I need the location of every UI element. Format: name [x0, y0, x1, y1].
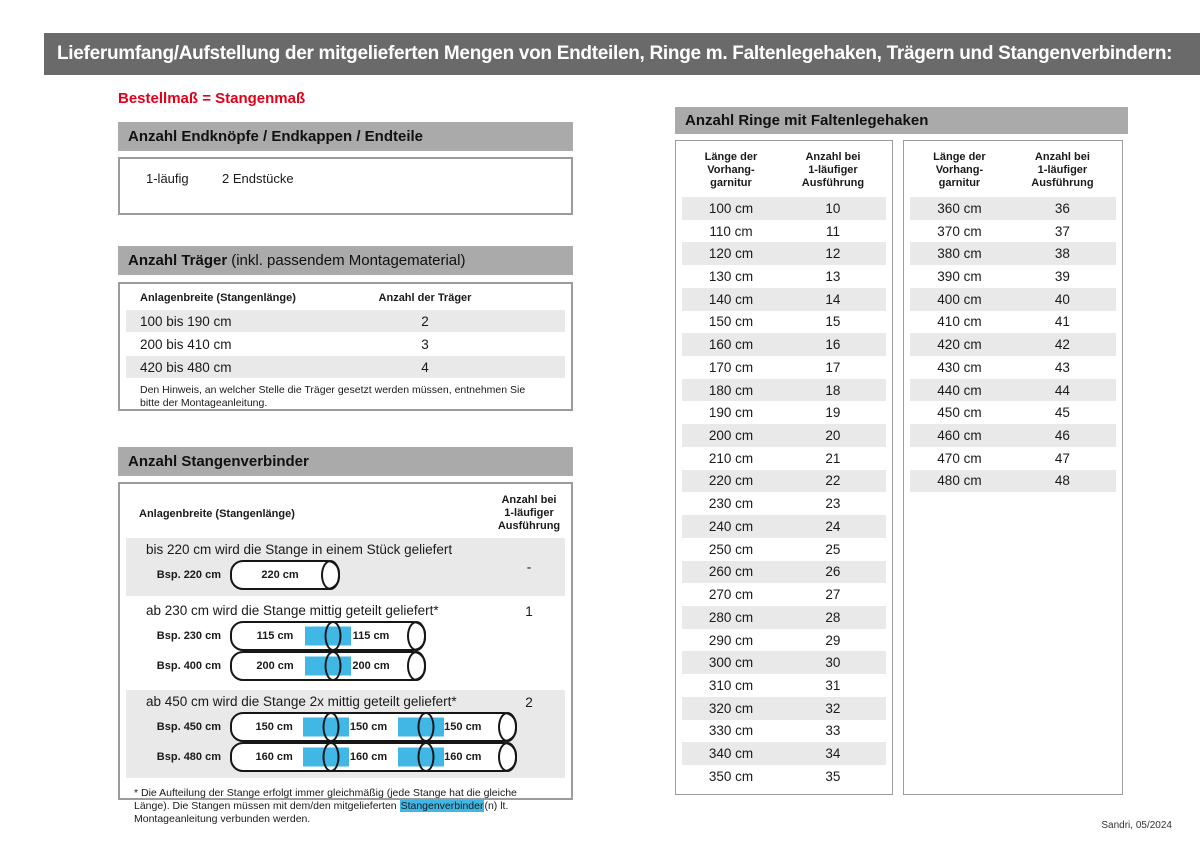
- ring-table-row: [910, 333, 1116, 356]
- traeger-count-value: 2: [421, 313, 429, 329]
- section-header-traeger-bold: Anzahl Träger: [128, 252, 228, 269]
- traeger-col1-header: Anlagenbreite (Stangenlänge): [140, 292, 296, 304]
- garnitur-length-value: 310 cm: [708, 677, 754, 693]
- endteile-box: [118, 157, 573, 215]
- ring-table-row: [910, 447, 1116, 470]
- ring-count-value: 15: [825, 314, 841, 330]
- rod-joint-ellipse: [325, 621, 342, 651]
- ring-count-value: 13: [825, 269, 841, 285]
- ring-count-value: 41: [1054, 314, 1070, 330]
- ring-table-row: [910, 379, 1116, 402]
- ring-table-row: [682, 742, 886, 765]
- traeger-table-header: [126, 292, 565, 310]
- section-header-endteile: [118, 122, 573, 151]
- garnitur-length-value: 370 cm: [937, 223, 982, 239]
- garnitur-length-value: 280 cm: [708, 609, 754, 625]
- ring-table-row: [682, 765, 886, 788]
- ring-count-value: 21: [825, 450, 841, 466]
- ring-count-value: 23: [825, 496, 841, 512]
- ring-count-value: 45: [1054, 405, 1070, 421]
- verbinder-row-text: bis 220 cm wird die Stange in einem Stück geliefert: [146, 542, 453, 557]
- ring-count-value: 48: [1054, 473, 1070, 489]
- ring-count-value: 19: [825, 405, 841, 421]
- ring-count-value: 11: [825, 223, 840, 239]
- verbinder-row-text: ab 450 cm wird die Stange 2x mittig geteilt geliefert*: [146, 694, 457, 709]
- garnitur-length-value: 410 cm: [937, 314, 982, 330]
- verbinder-count-value: -: [526, 559, 532, 575]
- ring-table-row: [682, 220, 886, 243]
- rod-segment-label: 115 cm: [256, 630, 294, 642]
- rod-diagram: [230, 651, 426, 681]
- ring-count-value: 25: [825, 541, 841, 557]
- garnitur-length-value: 400 cm: [937, 291, 982, 307]
- rod-joint-ellipse: [417, 712, 434, 742]
- ringe-left-header: [682, 149, 886, 197]
- rod-example-label: Bsp. 220 cm: [156, 569, 221, 581]
- garnitur-length-value: 120 cm: [708, 246, 754, 262]
- verbinder-col2-line: Ausführung: [497, 520, 561, 532]
- rod-diagram: [230, 560, 340, 590]
- rod-segment-label: 150 cm: [444, 721, 482, 733]
- ring-count-value: 34: [825, 746, 841, 762]
- ring-table-row: [682, 492, 886, 515]
- ring-table-row: [682, 288, 886, 311]
- ring-table-row: [682, 583, 886, 606]
- ring-count-value: 39: [1054, 269, 1070, 285]
- garnitur-length-value: 200 cm: [708, 428, 754, 444]
- verbinder-col2-line: 1-läufiger: [504, 507, 554, 519]
- ring-count-value: 24: [825, 518, 841, 534]
- footnote-text-pre: * Die Aufteilung der Stange erfolgt immer gleichmäßig (jede Stange hat die gleiche Länge). Die Stangen müssen mit dem/den mitgelieferten: [134, 787, 517, 812]
- rod-endcap-ellipse: [407, 651, 426, 681]
- ring-count-value: 30: [825, 655, 841, 671]
- garnitur-length-value: 160 cm: [708, 337, 754, 353]
- ringe-col1-line: garnitur: [938, 177, 981, 189]
- ringe-right-header: [910, 149, 1116, 197]
- section-header-traeger: [118, 246, 573, 275]
- verbinder-box: [118, 482, 573, 825]
- garnitur-length-value: 470 cm: [937, 450, 982, 466]
- traeger-row: [126, 333, 565, 355]
- garnitur-length-value: 180 cm: [708, 382, 754, 398]
- traeger-box: [118, 282, 573, 411]
- rod-endcap-ellipse: [498, 742, 517, 772]
- verbinder-row: [126, 538, 565, 596]
- rod-joint-ellipse: [325, 651, 342, 681]
- ring-table-row: [910, 356, 1116, 379]
- ring-count-value: 10: [825, 200, 841, 216]
- traeger-col2-header: Anzahl der Träger: [378, 292, 472, 304]
- garnitur-length-value: 230 cm: [708, 496, 754, 512]
- ring-count-value: 31: [825, 677, 841, 693]
- rod-joint-ellipse: [323, 712, 340, 742]
- ringe-col2-line: Anzahl bei: [1034, 151, 1090, 163]
- endteile-variant: 1-läufig: [146, 171, 189, 186]
- garnitur-length-value: 210 cm: [708, 450, 754, 466]
- ring-table-row: [682, 629, 886, 652]
- ring-table-row: [682, 424, 886, 447]
- anlagenbreite-value: 100 bis 190 cm: [140, 313, 232, 329]
- ring-table-row: [910, 424, 1116, 447]
- ringe-col1-header: [682, 151, 780, 190]
- rod-diagram: [230, 621, 426, 651]
- ring-table-row: [682, 356, 886, 379]
- rod-endcap-ellipse: [498, 712, 517, 742]
- ringe-box-right: [903, 140, 1123, 795]
- ring-count-value: 43: [1054, 359, 1070, 375]
- ringe-col2-line: Anzahl bei: [805, 151, 861, 163]
- rod-diagram: [230, 712, 517, 742]
- ringe-col2-header: [1009, 151, 1116, 190]
- rod-segment-label: 200 cm: [256, 660, 294, 672]
- title-bar: [44, 33, 1200, 75]
- rod-segment-label: 160 cm: [349, 751, 388, 763]
- rod-segment-label: 200 cm: [352, 660, 390, 672]
- ring-count-value: 28: [825, 609, 841, 625]
- ring-count-value: 17: [825, 359, 841, 375]
- ring-table-row: [682, 333, 886, 356]
- traeger-rows: [126, 310, 565, 378]
- ring-table-row: [682, 311, 886, 334]
- rod-endcap-ellipse: [321, 560, 340, 590]
- section-header-traeger-rest: (inkl. passendem Montagematerial): [231, 252, 466, 269]
- section-header-verbinder: [118, 447, 573, 476]
- verbinder-footnote: [126, 781, 565, 826]
- garnitur-length-value: 270 cm: [708, 587, 754, 603]
- garnitur-length-value: 420 cm: [937, 337, 982, 353]
- ring-table-row: [910, 197, 1116, 220]
- verbinder-count-value: 2: [525, 695, 533, 710]
- ringe-rows-left: [682, 197, 886, 788]
- garnitur-length-value: 480 cm: [937, 473, 982, 489]
- verbinder-rows: [126, 538, 565, 778]
- ring-table-row: [682, 674, 886, 697]
- ringe-col2-line: 1-läufiger: [1037, 164, 1088, 176]
- ringe-rows-right: [910, 197, 1116, 492]
- ringe-col1-line: Vorhang-: [707, 164, 755, 176]
- section-header-endteile-label: Anzahl Endknöpfe / Endkappen / Endteile: [128, 128, 424, 145]
- ring-count-value: 47: [1054, 450, 1070, 466]
- ring-count-value: 22: [825, 473, 841, 489]
- ring-count-value: 42: [1054, 337, 1070, 353]
- rod-line: [126, 712, 565, 742]
- verbinder-count-value: 1: [525, 604, 533, 619]
- ring-count-value: 44: [1054, 382, 1070, 398]
- rod-example-label: Bsp. 400 cm: [156, 660, 221, 672]
- garnitur-length-value: 190 cm: [708, 405, 754, 421]
- ringe-col2-header: [780, 151, 886, 190]
- ring-count-value: 26: [825, 564, 841, 580]
- ring-count-value: 38: [1054, 246, 1070, 262]
- garnitur-length-value: 150 cm: [708, 314, 754, 330]
- ring-table-row: [682, 379, 886, 402]
- ring-table-row: [682, 697, 886, 720]
- subtitle-bestellmass: Bestellmaß = Stangenmaß: [118, 90, 306, 107]
- rod-example-label: Bsp. 230 cm: [156, 630, 221, 642]
- rod-line: [126, 621, 565, 651]
- ring-table-row: [682, 606, 886, 629]
- ring-table-row: [682, 197, 886, 220]
- rod-segment-label: 150 cm: [349, 721, 388, 733]
- rod-segment-label: 220 cm: [261, 569, 299, 581]
- ring-table-row: [682, 720, 886, 743]
- ring-count-value: 29: [825, 632, 841, 648]
- verbinder-col2-line: Anzahl bei: [501, 494, 557, 506]
- ring-table-row: [682, 447, 886, 470]
- section-header-verbinder-label: Anzahl Stangenverbinder: [128, 453, 309, 470]
- garnitur-length-value: 300 cm: [708, 655, 754, 671]
- ringe-col2-line: Ausführung: [801, 177, 865, 189]
- section-header-ringe: [675, 107, 1128, 134]
- ring-count-value: 20: [825, 428, 841, 444]
- anlagenbreite-value: 420 bis 480 cm: [140, 359, 232, 375]
- garnitur-length-value: 390 cm: [937, 269, 982, 285]
- ring-count-value: 12: [825, 246, 841, 262]
- ring-table-row: [910, 265, 1116, 288]
- rod-line: [126, 742, 565, 772]
- garnitur-length-value: 430 cm: [937, 359, 982, 375]
- ring-table-row: [682, 561, 886, 584]
- ring-table-row: [682, 242, 886, 265]
- footnote-text-post: (n) lt. Montageanleitung verbunden werden.: [134, 800, 509, 825]
- garnitur-length-value: 240 cm: [708, 518, 754, 534]
- ring-table-row: [682, 515, 886, 538]
- traeger-count-value: 4: [421, 359, 429, 375]
- ring-count-value: 14: [825, 291, 841, 307]
- footer-version: Sandri, 05/2024: [1101, 820, 1172, 831]
- ring-table-row: [682, 470, 886, 493]
- ringe-col2-line: Ausführung: [1031, 177, 1094, 189]
- garnitur-length-value: 170 cm: [708, 359, 754, 375]
- ringe-col1-line: garnitur: [710, 177, 752, 189]
- rod-example-label: Bsp. 480 cm: [156, 751, 221, 763]
- garnitur-length-value: 350 cm: [708, 768, 754, 784]
- ringe-col2-line: 1-läufiger: [808, 164, 858, 176]
- page-title: Lieferumfang/Aufstellung der mitgelieferten Mengen von Endteilen, Ringe m. Faltenlegehaken, Trägern und Stangenverbindern:: [57, 43, 1173, 64]
- ring-table-row: [682, 401, 886, 424]
- endteile-count: 2 Endstücke: [222, 171, 294, 186]
- garnitur-length-value: 290 cm: [708, 632, 754, 648]
- ring-table-row: [682, 538, 886, 561]
- verbinder-row: [126, 690, 565, 778]
- ringe-box-left: [675, 140, 893, 795]
- ring-count-value: 35: [825, 768, 841, 784]
- ring-table-row: [682, 651, 886, 674]
- garnitur-length-value: 460 cm: [937, 428, 982, 444]
- rod-joint-ellipse: [417, 742, 434, 772]
- ring-count-value: 16: [825, 337, 841, 353]
- ring-table-row: [910, 470, 1116, 493]
- garnitur-length-value: 450 cm: [937, 405, 982, 421]
- garnitur-length-value: 320 cm: [708, 700, 754, 716]
- garnitur-length-value: 440 cm: [937, 382, 982, 398]
- rod-diagram: [230, 742, 517, 772]
- ring-table-row: [910, 220, 1116, 243]
- garnitur-length-value: 340 cm: [708, 746, 754, 762]
- verbinder-table-header: [126, 494, 565, 538]
- garnitur-length-value: 330 cm: [708, 723, 754, 739]
- garnitur-length-value: 140 cm: [708, 291, 754, 307]
- garnitur-length-value: 100 cm: [708, 200, 754, 216]
- ring-count-value: 27: [825, 587, 841, 603]
- rod-segment-label: 150 cm: [255, 721, 293, 733]
- garnitur-length-value: 110 cm: [709, 223, 753, 239]
- rod-segment-label: 160 cm: [255, 751, 293, 763]
- ring-count-value: 46: [1054, 428, 1070, 444]
- rod-segment-label: 160 cm: [444, 751, 482, 763]
- ring-count-value: 18: [825, 382, 841, 398]
- garnitur-length-value: 380 cm: [937, 246, 982, 262]
- section-header-ringe-label: Anzahl Ringe mit Faltenlegehaken: [685, 112, 929, 129]
- traeger-row: [126, 310, 565, 332]
- footnote-highlight: Stangenverbinder: [400, 800, 484, 812]
- verbinder-row-text: ab 230 cm wird die Stange mittig geteilt geliefert*: [146, 603, 439, 618]
- garnitur-length-value: 220 cm: [708, 473, 754, 489]
- ringe-col1-header: [910, 151, 1009, 190]
- verbinder-col2-header: [489, 494, 569, 533]
- garnitur-length-value: 250 cm: [708, 541, 754, 557]
- ring-count-value: 37: [1054, 223, 1070, 239]
- ring-count-value: 33: [825, 723, 841, 739]
- garnitur-length-value: 260 cm: [708, 564, 754, 580]
- ringe-col1-line: Vorhang-: [935, 164, 984, 176]
- traeger-note: Den Hinweis, an welcher Stelle die Träger gesetzt werden müssen, entnehmen Sie bitte der Montageanleitung.: [140, 384, 526, 409]
- rod-joint-ellipse: [323, 742, 340, 772]
- ring-table-row: [682, 265, 886, 288]
- garnitur-length-value: 130 cm: [708, 269, 754, 285]
- ring-count-value: 40: [1054, 291, 1070, 307]
- verbinder-col1-header: Anlagenbreite (Stangenlänge): [139, 508, 295, 520]
- ringe-col1-line: Länge der: [704, 151, 758, 163]
- rod-line: [126, 651, 565, 681]
- ring-table-row: [910, 311, 1116, 334]
- ringe-col1-line: Länge der: [933, 151, 986, 163]
- rod-example-label: Bsp. 450 cm: [156, 721, 221, 733]
- anlagenbreite-value: 200 bis 410 cm: [140, 336, 232, 352]
- traeger-row: [126, 356, 565, 378]
- ring-table-row: [910, 401, 1116, 424]
- ring-table-row: [910, 288, 1116, 311]
- rod-segment-label: 115 cm: [352, 630, 390, 642]
- ring-count-value: 36: [1054, 200, 1070, 216]
- ring-table-row: [910, 242, 1116, 265]
- traeger-count-value: 3: [421, 336, 429, 352]
- verbinder-row: [126, 599, 565, 687]
- rod-endcap-ellipse: [407, 621, 426, 651]
- ring-count-value: 32: [825, 700, 841, 716]
- garnitur-length-value: 360 cm: [937, 200, 982, 216]
